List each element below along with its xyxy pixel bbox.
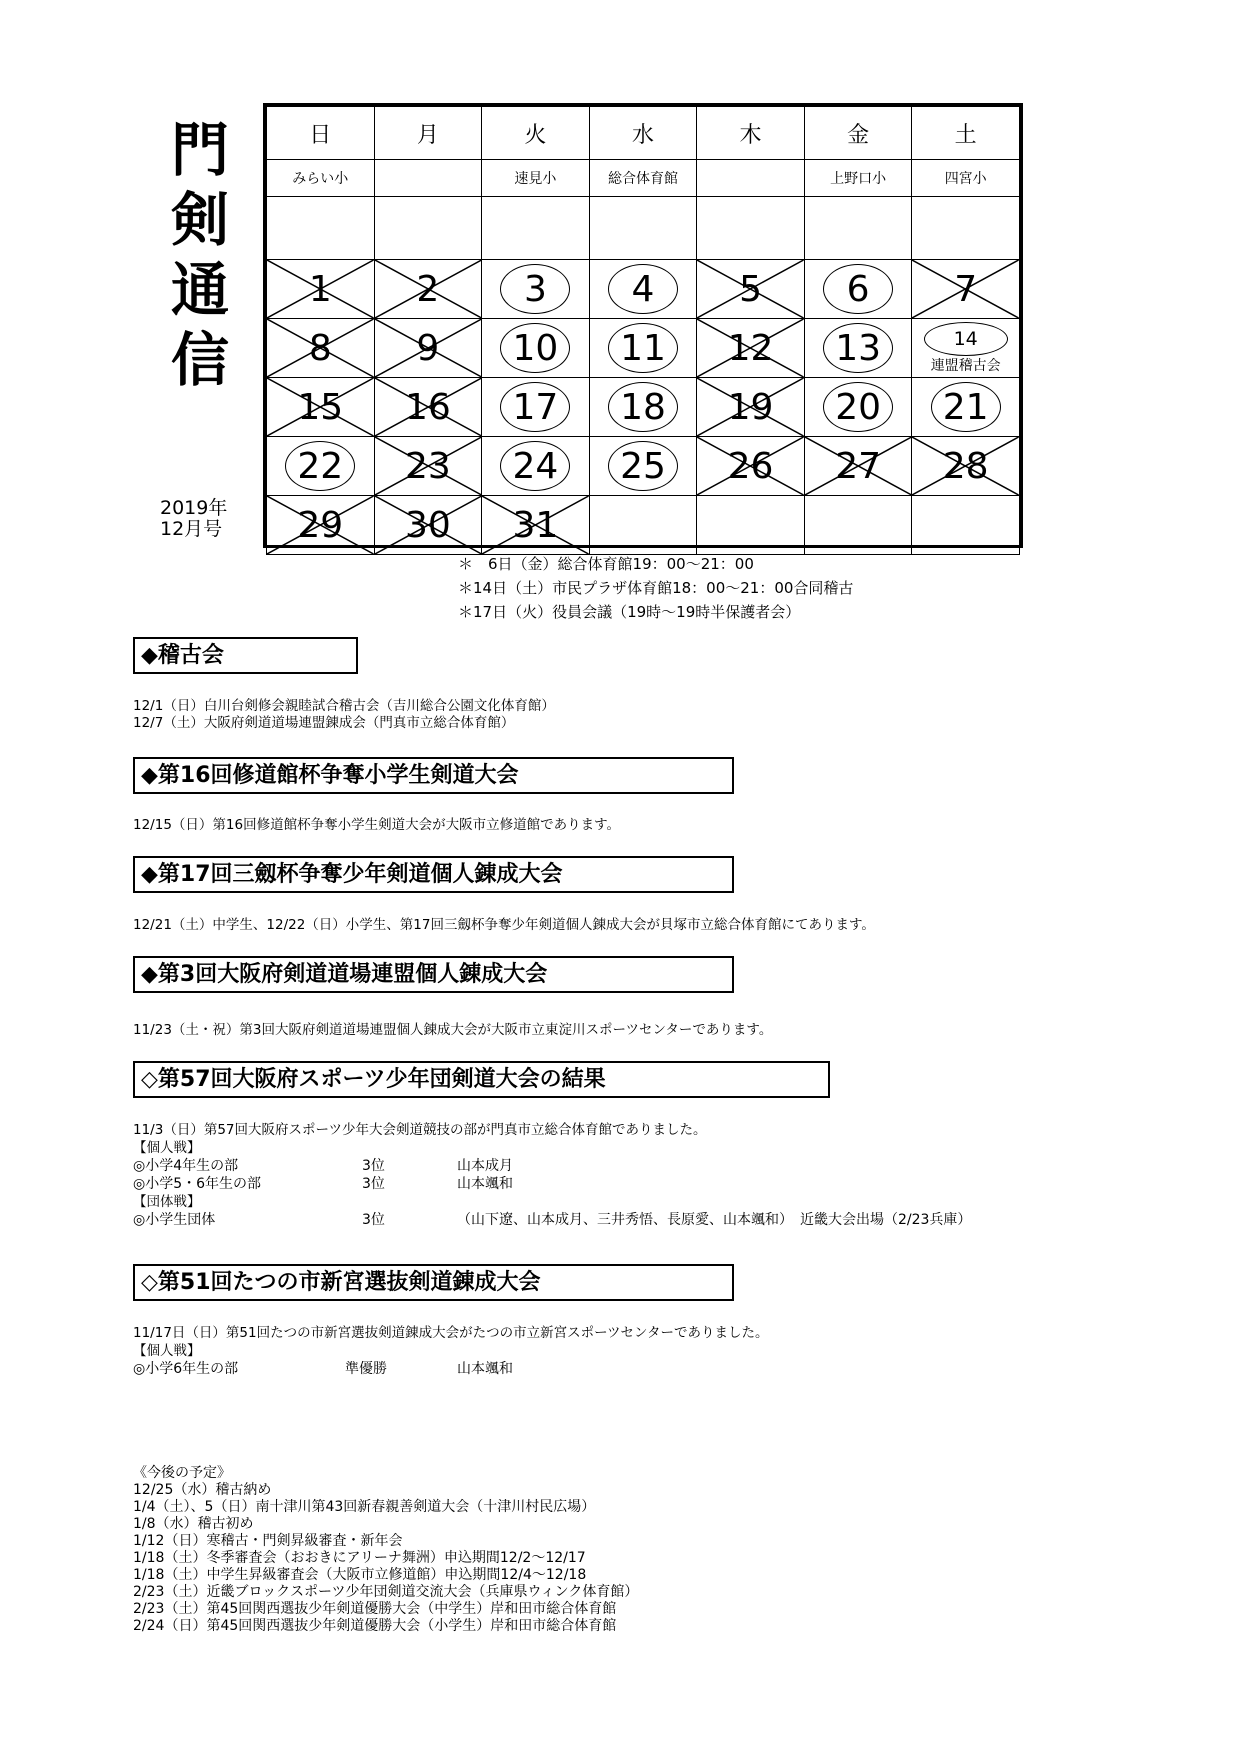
calendar-day (482, 260, 590, 319)
day-number: 11 (620, 327, 666, 369)
weekday-header: 水 (589, 107, 697, 160)
schedule-item: 2/24（日）第45回関西選抜少年剣道優勝大会（小学生）岸和田市総合体育館 (133, 1618, 617, 1634)
practice-calendar (263, 103, 1023, 548)
section-heading-mitsurugi: ◆第17回三劔杯争奪少年剣道個人錬成大会 (133, 856, 734, 893)
day-number: 30 (404, 504, 451, 546)
section-heading-shudokan: ◆第16回修道館杯争奪小学生剣道大会 (133, 757, 734, 794)
venue-label: 総合体育館 (589, 160, 697, 197)
weekday-header: 金 (804, 107, 912, 160)
day-number: 12 (727, 327, 774, 369)
calendar-day (697, 378, 805, 437)
blank-cell (374, 197, 482, 260)
calendar-week (267, 260, 1020, 319)
schedule-item: 1/18（土）中学生昇級審査会（大阪市立修道館）申込期間12/4～12/18 (133, 1567, 587, 1583)
calendar-day (374, 260, 482, 319)
calendar-day (482, 437, 590, 496)
text-line: 11/3（日）第57回大阪府スポーツ少年大会剣道競技の部が門真市立総合体育館でありました。 (133, 1122, 707, 1138)
section-heading-tatsuno51: ◇第51回たつの市新宮選抜剣道錬成大会 (133, 1264, 734, 1301)
venue-label (697, 160, 805, 197)
schedule-item: 2/23（土）第45回関西選抜少年剣道優勝大会（中学生）岸和田市総合体育館 (133, 1601, 617, 1617)
blank-cell (589, 197, 697, 260)
calendar-week (267, 378, 1020, 437)
section-heading-osaka-renmei: ◆第3回大阪府剣道道場連盟個人錬成大会 (133, 956, 734, 993)
day-number: 1 (308, 268, 332, 310)
day-number: 10 (512, 327, 559, 369)
calendar-day (912, 437, 1020, 496)
blank-cell (482, 197, 590, 260)
day-number: 6 (846, 268, 870, 310)
day-number: 9 (416, 327, 440, 369)
day-number: 14 (924, 322, 1008, 356)
calendar-day (374, 319, 482, 378)
result-rank: 3位 (362, 1212, 385, 1228)
newsletter-title (160, 115, 240, 395)
calendar-day (804, 260, 912, 319)
weekday-header: 火 (482, 107, 590, 160)
category-label: 【団体戦】 (133, 1194, 201, 1210)
calendar-day (267, 260, 375, 319)
category-label: 【個人戦】 (133, 1343, 201, 1359)
issue-year: 2019年 (160, 497, 228, 519)
day-number: 18 (620, 386, 666, 428)
day-number: 13 (835, 327, 881, 369)
day-number: 25 (620, 445, 666, 487)
result-name: 山本成月 (457, 1158, 513, 1174)
calendar-notes (458, 552, 853, 624)
day-number: 16 (404, 386, 451, 428)
calendar-day (267, 378, 375, 437)
future-schedule (133, 1465, 638, 1635)
day-number: 17 (512, 386, 559, 428)
calendar-day (697, 437, 805, 496)
weekday-header: 土 (912, 107, 1020, 160)
calendar-day (589, 378, 697, 437)
text-line: 11/23（土・祝）第3回大阪府剣道道場連盟個人錬成大会が大阪市立東淀川スポーツセンターであります。 (133, 1022, 773, 1038)
calendar-day (589, 260, 697, 319)
calendar-week (267, 496, 1020, 555)
calendar-week (267, 319, 1020, 378)
day-number: 21 (942, 386, 989, 428)
calendar-empty-cell (912, 496, 1020, 555)
calendar-day (374, 437, 482, 496)
venue-label: 四宮小 (912, 160, 1020, 197)
category-label: 【個人戦】 (133, 1140, 201, 1156)
schedule-item: 1/18（土）冬季審査会（おおきにアリーナ舞洲）申込期間12/2～12/17 (133, 1550, 586, 1566)
text-line: 12/1（日）白川台剣修会親睦試合稽古会（吉川総合公園文化体育館） (133, 698, 555, 714)
text-line: 11/17日（日）第51回たつの市新宮選抜剣道錬成大会がたつの市立新宮スポーツセンターでありました。 (133, 1325, 769, 1341)
issue-month: 12月号 (160, 518, 223, 540)
calendar-week (267, 437, 1020, 496)
weekday-header: 月 (374, 107, 482, 160)
calendar-day (267, 496, 375, 555)
weekday-header: 日 (267, 107, 375, 160)
day-number: 19 (727, 386, 774, 428)
day-number: 7 (954, 268, 978, 310)
day-number: 23 (404, 445, 451, 487)
day-number: 4 (631, 268, 655, 310)
title-char: 剣 (170, 186, 229, 254)
venue-label (374, 160, 482, 197)
venue-label: 速見小 (482, 160, 590, 197)
calendar-day (804, 319, 912, 378)
day-number: 22 (297, 445, 344, 487)
day-number: 8 (308, 327, 332, 369)
text-line: 12/15（日）第16回修道館杯争奪小学生剣道大会が大阪市立修道館であります。 (133, 817, 621, 833)
text-line: 12/21（土）中学生、12/22（日）小学生、第17回三劔杯争奪少年剣道個人錬成大会が貝塚市立総合体育館にてあります。 (133, 917, 875, 933)
day-number: 20 (835, 386, 881, 428)
venue-label: みらい小 (267, 160, 375, 197)
result-rank: 準優勝 (345, 1361, 387, 1377)
day-event-label: 連盟稽古会 (930, 358, 1001, 374)
result-division: ◎小学生団体 (133, 1212, 216, 1228)
result-division: ◎小学4年生の部 (133, 1158, 239, 1174)
day-number: 26 (727, 445, 774, 487)
schedule-item: 12/25（水）稽古納め (133, 1482, 272, 1498)
day-number: 31 (512, 504, 559, 546)
section-heading-keiko: ◆稽古会 (133, 637, 358, 674)
day-number: 29 (297, 504, 344, 546)
weekday-header: 木 (697, 107, 805, 160)
calendar-day (912, 260, 1020, 319)
note-line: ＊17日（火）役員会議（19時～19時半保護者会） (458, 603, 801, 621)
result-name: 山本颯和 (457, 1176, 513, 1192)
calendar-empty-cell (589, 496, 697, 555)
calendar-day (267, 437, 375, 496)
day-number: 15 (297, 386, 344, 428)
schedule-item: 2/23（土）近畿ブロックスポーツ少年団剣道交流大会（兵庫県ウィンク体育館） (133, 1584, 639, 1600)
calendar-day (697, 319, 805, 378)
blank-cell (912, 197, 1020, 260)
calendar-day (374, 378, 482, 437)
day-number: 3 (523, 268, 547, 310)
blank-cell (697, 197, 805, 260)
issue-label (160, 498, 227, 540)
result-name: （山下遼、山本成月、三井秀悟、長原愛、山本颯和） 近畿大会出場（2/23兵庫） (457, 1212, 972, 1228)
day-number: 2 (416, 268, 440, 310)
calendar-day (482, 378, 590, 437)
schedule-item: 1/4（土）、5（日）南十津川第43回新春親善剣道大会（十津川村民広場） (133, 1499, 596, 1515)
calendar-day (374, 496, 482, 555)
venue-label: 上野口小 (804, 160, 912, 197)
section-heading-sports57: ◇第57回大阪府スポーツ少年団剣道大会の結果 (133, 1061, 830, 1098)
future-heading: 《今後の予定》 (133, 1465, 231, 1481)
blank-cell (267, 197, 375, 260)
calendar-day (267, 319, 375, 378)
calendar-day (482, 319, 590, 378)
title-char: 信 (170, 326, 229, 394)
day-number: 28 (942, 445, 989, 487)
text-line: 12/7（土）大阪府剣道道場連盟錬成会（門真市立総合体育館） (133, 715, 515, 731)
calendar-empty-cell (697, 496, 805, 555)
calendar-day (589, 437, 697, 496)
calendar-day (804, 437, 912, 496)
calendar-day (804, 378, 912, 437)
result-rank: 3位 (362, 1158, 385, 1174)
day-number: 5 (739, 268, 762, 310)
title-char: 通 (170, 256, 229, 324)
calendar-day (589, 319, 697, 378)
result-division: ◎小学5・6年生の部 (133, 1176, 262, 1192)
note-line: ＊ 6日（金）総合体育館19：00～21：00 (458, 555, 754, 573)
calendar-empty-cell (804, 496, 912, 555)
note-line: ＊14日（土）市民プラザ体育館18：00～21：00合同稽古 (458, 579, 854, 597)
result-name: 山本颯和 (457, 1361, 513, 1377)
schedule-item: 1/8（水）稽古初め (133, 1516, 254, 1532)
schedule-item: 1/12（日）寒稽古・門剣昇級審査・新年会 (133, 1533, 403, 1549)
calendar-day (912, 319, 1020, 378)
calendar-day (482, 496, 590, 555)
result-rank: 3位 (362, 1176, 385, 1192)
calendar-day (912, 378, 1020, 437)
day-number: 24 (512, 445, 559, 487)
calendar-day (697, 260, 805, 319)
result-division: ◎小学6年生の部 (133, 1361, 239, 1377)
title-char: 門 (170, 116, 229, 184)
day-number: 27 (835, 445, 881, 487)
blank-cell (804, 197, 912, 260)
